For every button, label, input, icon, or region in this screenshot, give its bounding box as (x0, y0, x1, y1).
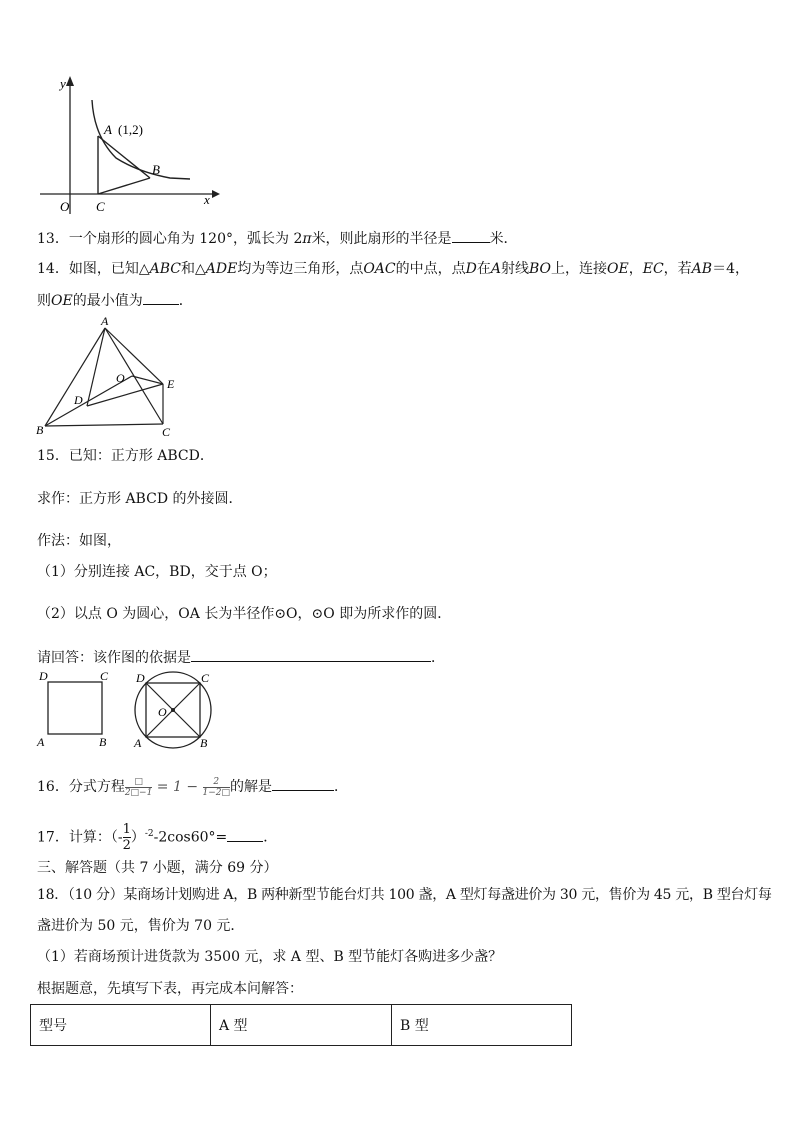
circumcircle-figure (128, 668, 220, 752)
label-d: D (39, 669, 48, 683)
segment-ad (87, 328, 105, 406)
x-axis-arrow (212, 190, 220, 198)
question-18-instruction: 根据题意，先填写下表，再完成本问解答： (37, 981, 303, 997)
fraction-1: □ 2□−1 (124, 776, 153, 798)
label-b: B (200, 736, 208, 750)
table-header-model: 型号 (31, 1005, 211, 1046)
label-d: D (74, 393, 83, 407)
square-figure (34, 668, 118, 750)
question-number: 15． (37, 448, 69, 464)
question-16: 16．分式方程 □ 2□−1 = 1 − $\frac{2}{1-2□}$ 的解是 ． (37, 776, 349, 798)
table-header-type-a: A 型 (211, 1005, 392, 1046)
point-a-label: A (104, 122, 112, 137)
question-15-answer: 请回答：该作图的依据是 ． (37, 647, 445, 668)
x-label: x (204, 192, 210, 207)
fraction-2: $\frac{2}{1-2□}$ (202, 776, 231, 798)
y-label: y (60, 76, 66, 91)
answer-blank[interactable] (272, 776, 334, 791)
label-b: B (36, 423, 44, 437)
question-number: 17． (37, 829, 69, 846)
segment-bc (45, 424, 163, 426)
label-c: C (162, 425, 171, 439)
answer-blank[interactable] (143, 290, 179, 305)
point-a-coords: (1,2) (118, 122, 143, 137)
fraction: $\frac{1}{2}$ (122, 822, 131, 853)
answer-table (30, 1004, 572, 1046)
triangle-figure (30, 314, 190, 440)
label-a: A (101, 314, 109, 328)
label-d: D (136, 671, 145, 685)
label-o: O (116, 371, 125, 385)
point-c-label: C (96, 199, 105, 214)
label-o: O (158, 705, 167, 719)
label-b: B (99, 735, 107, 749)
label-c: C (201, 671, 210, 685)
answer-blank[interactable] (191, 647, 431, 662)
question-17: 17．计算：（- $\frac{1}{2}$ ）$^{-2}$-2cos60°= ． (37, 822, 278, 853)
question-18-line2: 盏进价为 50 元，售价为 70 元． (37, 918, 245, 934)
question-15-known: 15．已知：正方形 ABCD． (37, 448, 214, 464)
origin-label: O (60, 199, 70, 214)
question-14-line2: 则OE的最小值为 ． (37, 290, 193, 311)
question-13: 13．一个扇形的圆心角为 120°，弧长为 2π米，则此扇形的半径是 米． (37, 228, 518, 249)
question-number: 14． (37, 261, 69, 277)
center-point (171, 708, 175, 712)
segment-ab (45, 328, 105, 426)
table-row (31, 1005, 572, 1046)
question-15-step1: （1）分别连接 AC，BD，交于点 O； (37, 564, 277, 580)
question-15-task: 求作：正方形 ABCD 的外接圆． (37, 491, 243, 507)
question-number: 13． (37, 231, 69, 247)
question-15-method: 作法：如图， (37, 533, 121, 549)
y-axis-arrow (66, 76, 74, 86)
answer-blank[interactable] (452, 228, 490, 243)
label-a: A (134, 736, 142, 750)
coordinate-figure (30, 74, 220, 219)
label-a: A (37, 735, 45, 749)
label-e: E (167, 377, 175, 391)
label-c: C (100, 669, 109, 683)
question-number: 16． (37, 779, 69, 795)
segment-ab (98, 136, 150, 178)
question-18-line1: 18．（10 分）某商场计划购进 A，B 两种新型节能台灯共 100 盏，A 型灯每盏进价为 30 元，售价为 45 元，B 型台灯每 (37, 887, 772, 903)
square-abcd (48, 682, 102, 734)
hyperbola-curve (92, 100, 190, 179)
table-header-type-b: B 型 (392, 1005, 572, 1046)
section-title: 三、解答题（共 7 小题，满分 69 分） (37, 860, 278, 876)
question-18-sub1: （1）若商场预计进货款为 3500 元，求 A 型、B 型节能灯各购进多少盏？ (37, 949, 503, 965)
segment-cb (98, 178, 150, 194)
point-b-label: B (152, 162, 160, 177)
question-14-line1: 14．如图，已知△ABC和△ADE均为等边三角形，点OAC的中点，点D在A射线BO上，连接OE，EC，若AB＝4， (37, 261, 749, 277)
answer-blank[interactable] (227, 827, 263, 842)
question-15-step2: （2）以点 O 为圆心，OA 长为半径作⊙O，⊙O 即为所求作的圆． (37, 606, 452, 622)
